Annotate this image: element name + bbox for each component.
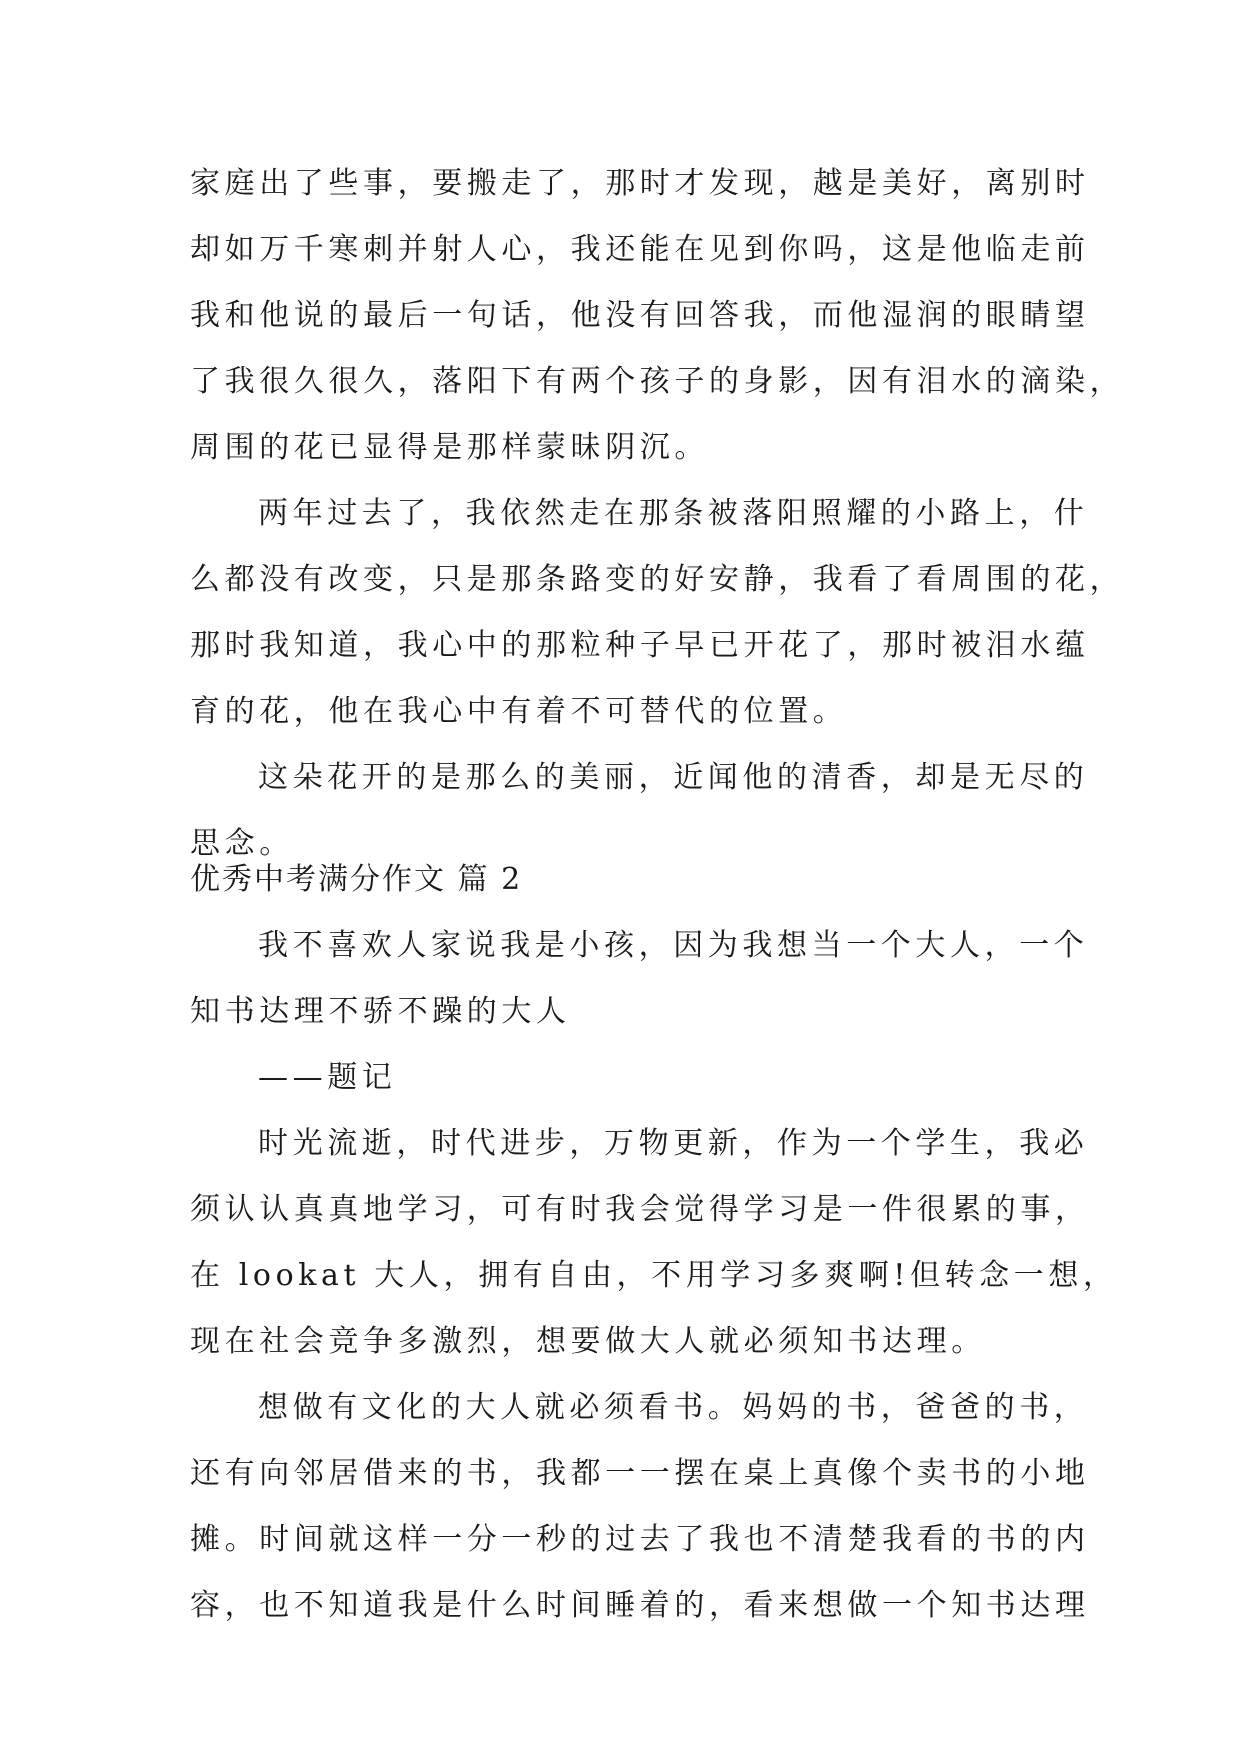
text-line: 育的花，他在我心中有着不可替代的位置。: [190, 694, 848, 729]
text-line: 家庭出了些事，要搬走了，那时才发现，越是美好，离别时: [190, 166, 1090, 201]
paragraph-start-line: 两年过去了，我依然走在那条被落阳照耀的小路上，什: [258, 496, 1089, 531]
paragraph-start-line: 想做有文化的大人就必须看书。妈妈的书，爸爸的书，: [258, 1390, 1089, 1425]
epigraph-attribution: ——题记: [258, 1060, 397, 1095]
paragraph-start-line: 时光流逝，时代进步，万物更新，作为一个学生，我必: [258, 1126, 1089, 1161]
essay-body-part-1: [190, 151, 1125, 877]
text-line: 那时我知道，我心中的那粒种子早已开花了，那时被泪水蕴: [190, 628, 1090, 663]
text-line: 么都没有改变，只是那条路变的好安静，我看了看周围的花，: [190, 562, 1125, 597]
essay-body-part-2: [190, 913, 1118, 1639]
text-line: 在 lookat 大人，拥有自由，不用学习多爽啊!但转念一想，: [190, 1258, 1118, 1293]
text-line: 了我很久很久，落阳下有两个孩子的身影，因有泪水的滴染，: [190, 364, 1125, 399]
text-line: 摊。时间就这样一分一秒的过去了我也不清楚我看的书的内: [190, 1522, 1090, 1557]
text-line: 还有向邻居借来的书，我都一一摆在桌上真像个卖书的小地: [190, 1456, 1090, 1491]
text-line: 容，也不知道我是什么时间睡着的，看来想做一个知书达理: [190, 1588, 1090, 1623]
paragraph-start-line: 这朵花开的是那么的美丽，近闻他的清香，却是无尽的: [258, 760, 1089, 795]
text-line: 我和他说的最后一句话，他没有回答我，而他湿润的眼睛望: [190, 298, 1090, 333]
text-line: 思念。: [190, 826, 294, 861]
text-line: 知书达理不骄不躁的大人: [190, 994, 571, 1029]
section-title: 优秀中考满分作文 篇 2: [190, 862, 523, 897]
text-line: 现在社会竞争多激烈，想要做大人就必须知书达理。: [190, 1324, 986, 1359]
text-line: 却如万千寒刺并射人心，我还能在见到你吗，这是他临走前: [190, 232, 1090, 267]
paragraph-start-line: 我不喜欢人家说我是小孩，因为我想当一个大人，一个: [258, 928, 1089, 963]
text-line: 周围的花已显得是那样蒙昧阴沉。: [190, 430, 709, 465]
essay-heading: [190, 847, 1050, 913]
text-line: 须认认真真地学习，可有时我会觉得学习是一件很累的事，: [190, 1192, 1090, 1227]
